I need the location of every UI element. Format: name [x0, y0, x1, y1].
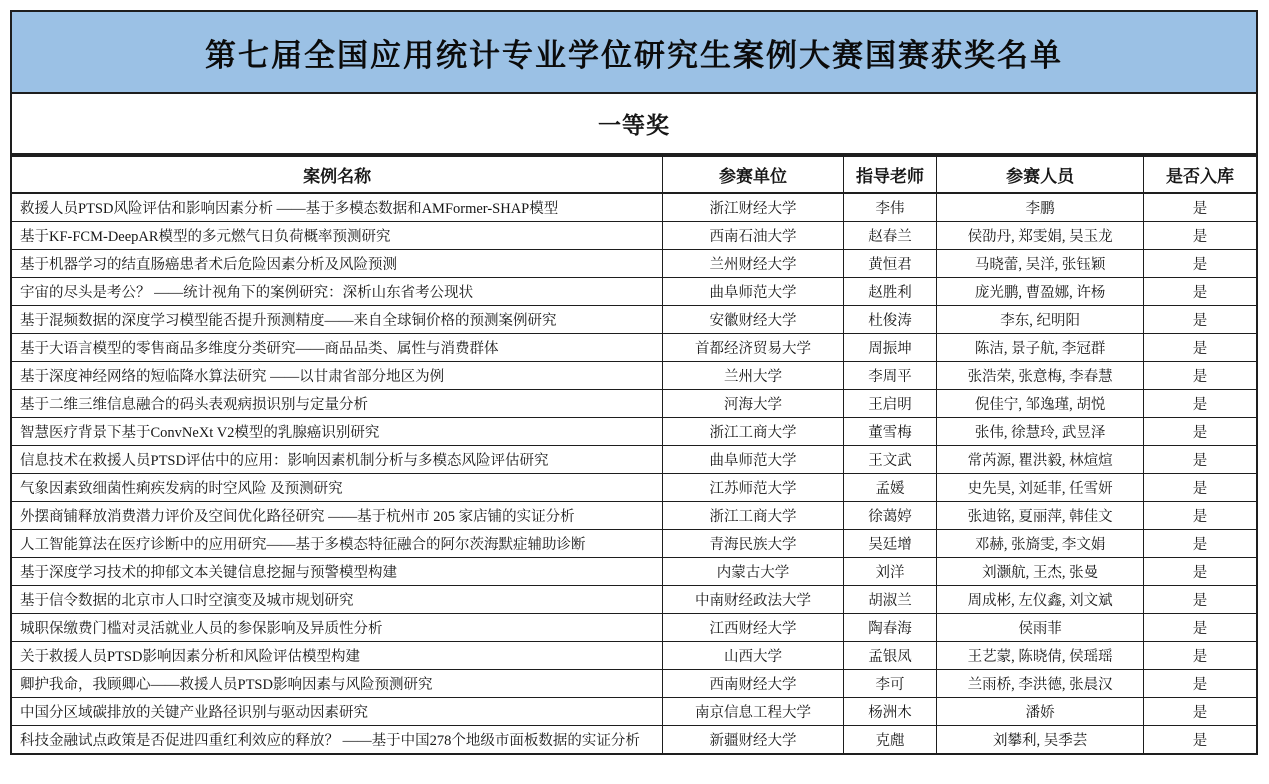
table-row [11, 642, 1257, 670]
unit-cell: 新疆财经大学 [663, 726, 844, 755]
table-row [11, 306, 1257, 334]
unit-cell: 曲阜师范大学 [663, 446, 844, 474]
case-name-cell: 气象因素致细菌性痢疾发病的时空风险 及预测研究 [11, 474, 663, 502]
header-case-name: 案例名称 [11, 156, 663, 193]
unit-cell: 江西财经大学 [663, 614, 844, 642]
case-name-cell: 基于深度学习技术的抑郁文本关键信息挖掘与预警模型构建 [11, 558, 663, 586]
archived-cell: 是 [1144, 390, 1257, 418]
members-cell: 兰雨桥, 李洪德, 张晨汉 [937, 670, 1144, 698]
members-cell: 陈洁, 景子航, 李冠群 [937, 334, 1144, 362]
teacher-cell: 克甝 [843, 726, 936, 755]
section-title-first-prize: 一等奖 [10, 94, 1258, 155]
award-list-document [10, 10, 1258, 755]
table-row [11, 222, 1257, 250]
table-row [11, 362, 1257, 390]
archived-cell: 是 [1144, 278, 1257, 306]
table-row [11, 502, 1257, 530]
unit-cell: 浙江财经大学 [663, 193, 844, 222]
unit-cell: 江苏师范大学 [663, 474, 844, 502]
teacher-cell: 王文武 [843, 446, 936, 474]
archived-cell: 是 [1144, 502, 1257, 530]
unit-cell: 内蒙古大学 [663, 558, 844, 586]
members-cell: 李鹏 [937, 193, 1144, 222]
unit-cell: 山西大学 [663, 642, 844, 670]
teacher-cell: 赵春兰 [843, 222, 936, 250]
unit-cell: 兰州财经大学 [663, 250, 844, 278]
case-name-cell: 关于救援人员PTSD影响因素分析和风险评估模型构建 [11, 642, 663, 670]
header-archived: 是否入库 [1144, 156, 1257, 193]
table-row [11, 670, 1257, 698]
table-row [11, 334, 1257, 362]
awards-table [10, 155, 1258, 755]
table-body [11, 193, 1257, 754]
members-cell: 侯雨菲 [937, 614, 1144, 642]
archived-cell: 是 [1144, 670, 1257, 698]
table-row [11, 278, 1257, 306]
members-cell: 周成彬, 左仪鑫, 刘文斌 [937, 586, 1144, 614]
archived-cell: 是 [1144, 642, 1257, 670]
members-cell: 马晓蕾, 吴洋, 张钰颖 [937, 250, 1144, 278]
archived-cell: 是 [1144, 614, 1257, 642]
archived-cell: 是 [1144, 446, 1257, 474]
archived-cell: 是 [1144, 306, 1257, 334]
header-unit: 参赛单位 [663, 156, 844, 193]
members-cell: 王艺蒙, 陈晓倩, 侯瑶瑶 [937, 642, 1144, 670]
table-row [11, 614, 1257, 642]
teacher-cell: 胡淑兰 [843, 586, 936, 614]
teacher-cell: 黄恒君 [843, 250, 936, 278]
table-row [11, 726, 1257, 755]
archived-cell: 是 [1144, 193, 1257, 222]
archived-cell: 是 [1144, 250, 1257, 278]
case-name-cell: 基于混频数据的深度学习模型能否提升预测精度——来自全球铜价格的预测案例研究 [11, 306, 663, 334]
teacher-cell: 李周平 [843, 362, 936, 390]
table-row [11, 390, 1257, 418]
table-row [11, 530, 1257, 558]
members-cell: 邓赫, 张旖雯, 李文娟 [937, 530, 1144, 558]
members-cell: 侯劭丹, 郑雯娟, 吴玉龙 [937, 222, 1144, 250]
archived-cell: 是 [1144, 726, 1257, 755]
members-cell: 刘灏航, 王杰, 张曼 [937, 558, 1144, 586]
unit-cell: 首都经济贸易大学 [663, 334, 844, 362]
case-name-cell: 城职保缴费门槛对灵活就业人员的参保影响及异质性分析 [11, 614, 663, 642]
case-name-cell: 宇宙的尽头是考公？ ——统计视角下的案例研究：深析山东省考公现状 [11, 278, 663, 306]
case-name-cell: 外摆商铺释放消费潜力评价及空间优化路径研究 ——基于杭州市 205 家店铺的实证分析 [11, 502, 663, 530]
page-title: 第七届全国应用统计专业学位研究生案例大赛国赛获奖名单 [10, 10, 1258, 94]
teacher-cell: 周振坤 [843, 334, 936, 362]
table-row [11, 446, 1257, 474]
members-cell: 常芮源, 瞿洪毅, 林煊煊 [937, 446, 1144, 474]
archived-cell: 是 [1144, 222, 1257, 250]
case-name-cell: 基于二维三维信息融合的码头表观病损识别与定量分析 [11, 390, 663, 418]
teacher-cell: 李可 [843, 670, 936, 698]
unit-cell: 浙江工商大学 [663, 502, 844, 530]
teacher-cell: 李伟 [843, 193, 936, 222]
unit-cell: 河海大学 [663, 390, 844, 418]
members-cell: 倪佳宁, 邹逸瑾, 胡悦 [937, 390, 1144, 418]
unit-cell: 南京信息工程大学 [663, 698, 844, 726]
teacher-cell: 孟银凤 [843, 642, 936, 670]
teacher-cell: 董雪梅 [843, 418, 936, 446]
archived-cell: 是 [1144, 698, 1257, 726]
case-name-cell: 基于信令数据的北京市人口时空演变及城市规划研究 [11, 586, 663, 614]
archived-cell: 是 [1144, 558, 1257, 586]
unit-cell: 安徽财经大学 [663, 306, 844, 334]
members-cell: 张浩荣, 张意梅, 李春慧 [937, 362, 1144, 390]
case-name-cell: 基于大语言模型的零售商品多维度分类研究——商品品类、属性与消费群体 [11, 334, 663, 362]
archived-cell: 是 [1144, 586, 1257, 614]
teacher-cell: 赵胜利 [843, 278, 936, 306]
teacher-cell: 孟媛 [843, 474, 936, 502]
archived-cell: 是 [1144, 418, 1257, 446]
unit-cell: 西南石油大学 [663, 222, 844, 250]
table-row [11, 193, 1257, 222]
unit-cell: 曲阜师范大学 [663, 278, 844, 306]
case-name-cell: 基于深度神经网络的短临降水算法研究 ——以甘肃省部分地区为例 [11, 362, 663, 390]
case-name-cell: 基于机器学习的结直肠癌患者术后危险因素分析及风险预测 [11, 250, 663, 278]
header-members: 参赛人员 [937, 156, 1144, 193]
members-cell: 李东, 纪明阳 [937, 306, 1144, 334]
case-name-cell: 救援人员PTSD风险评估和影响因素分析 ——基于多模态数据和AMFormer-SHAP模型 [11, 193, 663, 222]
archived-cell: 是 [1144, 530, 1257, 558]
members-cell: 史先昊, 刘延菲, 任雪妍 [937, 474, 1144, 502]
teacher-cell: 吴廷增 [843, 530, 936, 558]
unit-cell: 兰州大学 [663, 362, 844, 390]
members-cell: 庞光鹏, 曹盈娜, 许杨 [937, 278, 1144, 306]
members-cell: 张迪铭, 夏丽萍, 韩佳文 [937, 502, 1144, 530]
case-name-cell: 中国分区域碳排放的关键产业路径识别与驱动因素研究 [11, 698, 663, 726]
table-row [11, 558, 1257, 586]
unit-cell: 西南财经大学 [663, 670, 844, 698]
table-row [11, 586, 1257, 614]
teacher-cell: 王启明 [843, 390, 936, 418]
teacher-cell: 刘洋 [843, 558, 936, 586]
teacher-cell: 杜俊涛 [843, 306, 936, 334]
unit-cell: 中南财经政法大学 [663, 586, 844, 614]
archived-cell: 是 [1144, 474, 1257, 502]
unit-cell: 青海民族大学 [663, 530, 844, 558]
case-name-cell: 智慧医疗背景下基于ConvNeXt V2模型的乳腺癌识别研究 [11, 418, 663, 446]
archived-cell: 是 [1144, 334, 1257, 362]
case-name-cell: 基于KF-FCM-DeepAR模型的多元燃气日负荷概率预测研究 [11, 222, 663, 250]
members-cell: 张伟, 徐慧玲, 武昱泽 [937, 418, 1144, 446]
archived-cell: 是 [1144, 362, 1257, 390]
teacher-cell: 杨洲木 [843, 698, 936, 726]
table-header-row [11, 156, 1257, 193]
case-name-cell: 信息技术在救援人员PTSD评估中的应用：影响因素机制分析与多模态风险评估研究 [11, 446, 663, 474]
members-cell: 刘攀利, 吴季芸 [937, 726, 1144, 755]
table-row [11, 250, 1257, 278]
table-row [11, 698, 1257, 726]
case-name-cell: 科技金融试点政策是否促进四重红利效应的释放？ ——基于中国278个地级市面板数据的实证分析 [11, 726, 663, 755]
unit-cell: 浙江工商大学 [663, 418, 844, 446]
members-cell: 潘娇 [937, 698, 1144, 726]
teacher-cell: 徐蔼婷 [843, 502, 936, 530]
header-teacher: 指导老师 [843, 156, 936, 193]
case-name-cell: 人工智能算法在医疗诊断中的应用研究——基于多模态特征融合的阿尔茨海默症辅助诊断 [11, 530, 663, 558]
case-name-cell: 卿护我命，我顾卿心——救援人员PTSD影响因素与风险预测研究 [11, 670, 663, 698]
teacher-cell: 陶春海 [843, 614, 936, 642]
table-row [11, 474, 1257, 502]
table-row [11, 418, 1257, 446]
